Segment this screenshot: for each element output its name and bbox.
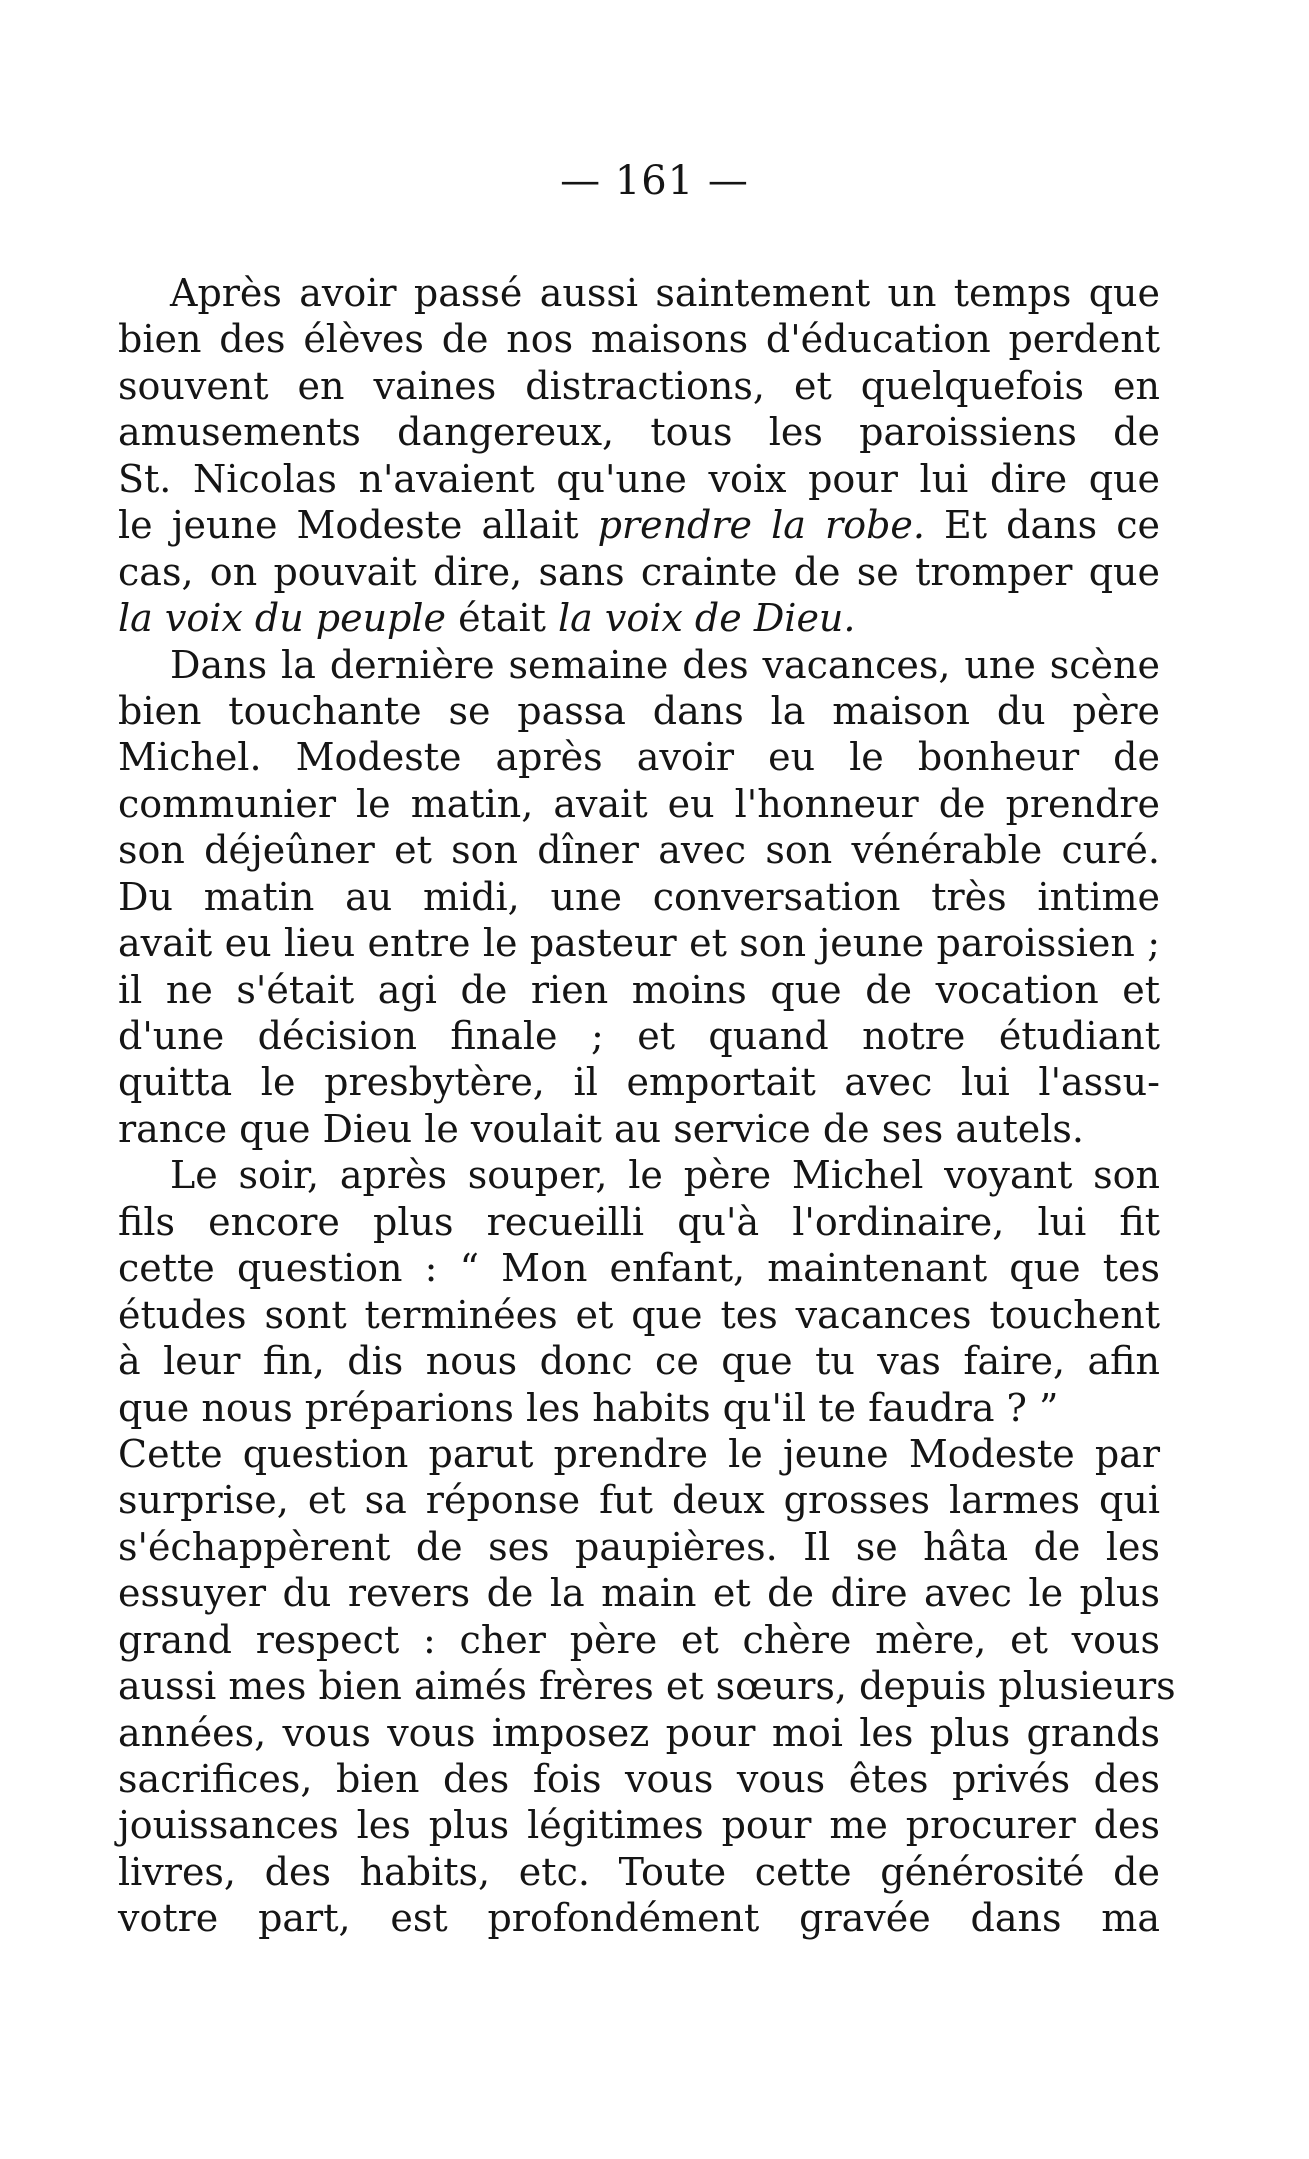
text-segment: études sont terminées et que tes vacances touchent xyxy=(118,1292,1160,1337)
text-segment: grand respect : cher père et chère mère, et vous xyxy=(118,1617,1160,1662)
text-line xyxy=(118,316,1160,362)
text-line xyxy=(118,1013,1160,1059)
text-segment: essuyer du revers de la main et de dire avec le plus xyxy=(118,1571,1160,1616)
text-line xyxy=(118,1338,1160,1384)
text-segment: Dans la dernière semaine des vacances, une scène xyxy=(170,642,1160,687)
text-line xyxy=(118,734,1160,780)
text-segment: cas, on pouvait dire, sans crainte de se tromper que xyxy=(118,549,1160,594)
text-segment: votre part, est profondément gravée dans ma xyxy=(118,1896,1160,1941)
text-line xyxy=(118,502,1160,548)
text-line xyxy=(118,1385,1160,1431)
text-line xyxy=(118,1245,1160,1291)
text-line xyxy=(118,1199,1160,1245)
text-segment: Michel. Modeste après avoir eu le bonheur de xyxy=(118,735,1160,780)
text-line xyxy=(118,1570,1160,1616)
text-segment: souvent en vaines distractions, et quelquefois en xyxy=(118,363,1160,408)
text-segment: d'une décision finale ; et quand notre étudiant xyxy=(118,1014,1160,1058)
italic-text: la voix du peuple xyxy=(118,596,447,641)
text-segment: sacrifices, bien des fois vous vous êtes privés des xyxy=(118,1757,1160,1801)
text-line xyxy=(118,688,1160,734)
text-segment: livres, des habits, etc. Toute cette générosité de xyxy=(118,1849,1160,1894)
text-line xyxy=(118,1756,1160,1802)
text-line xyxy=(118,827,1160,873)
text-line xyxy=(118,363,1160,409)
text-segment: que nous préparions les habits qu'il te faudra ? ” xyxy=(118,1385,1059,1430)
text-line xyxy=(118,967,1160,1013)
text-segment: amusements dangereux, tous les paroissiens de xyxy=(118,410,1160,455)
text-line xyxy=(118,409,1160,455)
text-segment: le jeune Modeste allait xyxy=(118,503,598,548)
text-segment: bien des élèves de nos maisons d'éducation perdent xyxy=(118,317,1160,362)
text-line xyxy=(118,1802,1160,1848)
text-line xyxy=(118,1059,1160,1105)
text-line xyxy=(118,874,1160,920)
text-segment: Du matin au midi, une conversation très intime xyxy=(118,874,1160,919)
text-line xyxy=(118,1663,1176,1709)
text-segment: cette question : “ Mon enfant, maintenant que tes xyxy=(118,1246,1160,1291)
italic-text: la voix de Dieu. xyxy=(558,596,856,641)
text-segment: son déjeûner et son dîner avec son vénérable curé. xyxy=(118,828,1160,873)
text-segment: quitta le presbytère, il emportait avec lui l'assu- xyxy=(118,1060,1160,1105)
text-line xyxy=(118,549,1160,595)
text-segment: bien touchante se passa dans la maison du père xyxy=(118,688,1160,733)
text-segment: à leur fin, dis nous donc ce que tu vas faire, afin xyxy=(118,1339,1160,1384)
text-segment: avait eu lieu entre le pasteur et son jeune paroissien ; xyxy=(118,921,1160,966)
body-text xyxy=(118,270,1176,1942)
text-line xyxy=(118,1849,1160,1895)
text-line xyxy=(118,920,1160,966)
text-line xyxy=(118,1431,1160,1477)
text-segment: Cette question parut prendre le jeune Modeste par xyxy=(118,1431,1160,1476)
text-segment: jouissances les plus légitimes pour me procurer des xyxy=(118,1803,1160,1848)
text-line xyxy=(118,642,1160,688)
text-segment: surprise, et sa réponse fut deux grosses larmes qui xyxy=(118,1478,1160,1523)
text-line xyxy=(118,1106,1160,1152)
text-segment: il ne s'était agi de rien moins que de vocation et xyxy=(118,967,1160,1012)
text-segment: s'échappèrent de ses paupières. Il se hâta de les xyxy=(118,1524,1160,1569)
text-line xyxy=(118,1710,1160,1756)
text-line xyxy=(118,1477,1160,1523)
text-segment: Après avoir passé aussi saintement un temps que xyxy=(170,271,1160,315)
text-segment: rance que Dieu le voulait au service de ses autels. xyxy=(118,1106,1084,1151)
text-line xyxy=(118,1152,1160,1198)
text-line xyxy=(118,1292,1160,1338)
italic-text: prendre la robe. xyxy=(597,503,925,548)
text-line xyxy=(118,595,1160,641)
text-line xyxy=(118,781,1160,827)
text-segment: communier le matin, avait eu l'honneur de prendre xyxy=(118,781,1160,826)
text-line xyxy=(118,270,1160,316)
text-line xyxy=(118,1895,1160,1941)
text-line xyxy=(118,456,1160,502)
text-segment: St. Nicolas n'avaient qu'une voix pour lui dire que xyxy=(118,456,1160,501)
text-segment: aussi mes bien aimés frères et sœurs, depuis plusieurs xyxy=(118,1664,1176,1709)
page-number: — 161 — xyxy=(560,158,749,204)
text-line xyxy=(118,1524,1160,1570)
text-segment: était xyxy=(446,596,559,641)
text-segment: Le soir, après souper, le père Michel voyant son xyxy=(170,1153,1160,1198)
text-line xyxy=(118,1617,1160,1663)
text-segment: années, vous vous imposez pour moi les plus grands xyxy=(118,1710,1160,1755)
text-segment: fils encore plus recueilli qu'à l'ordinaire, lui fit xyxy=(118,1199,1160,1244)
text-segment: Et dans ce xyxy=(924,503,1160,548)
